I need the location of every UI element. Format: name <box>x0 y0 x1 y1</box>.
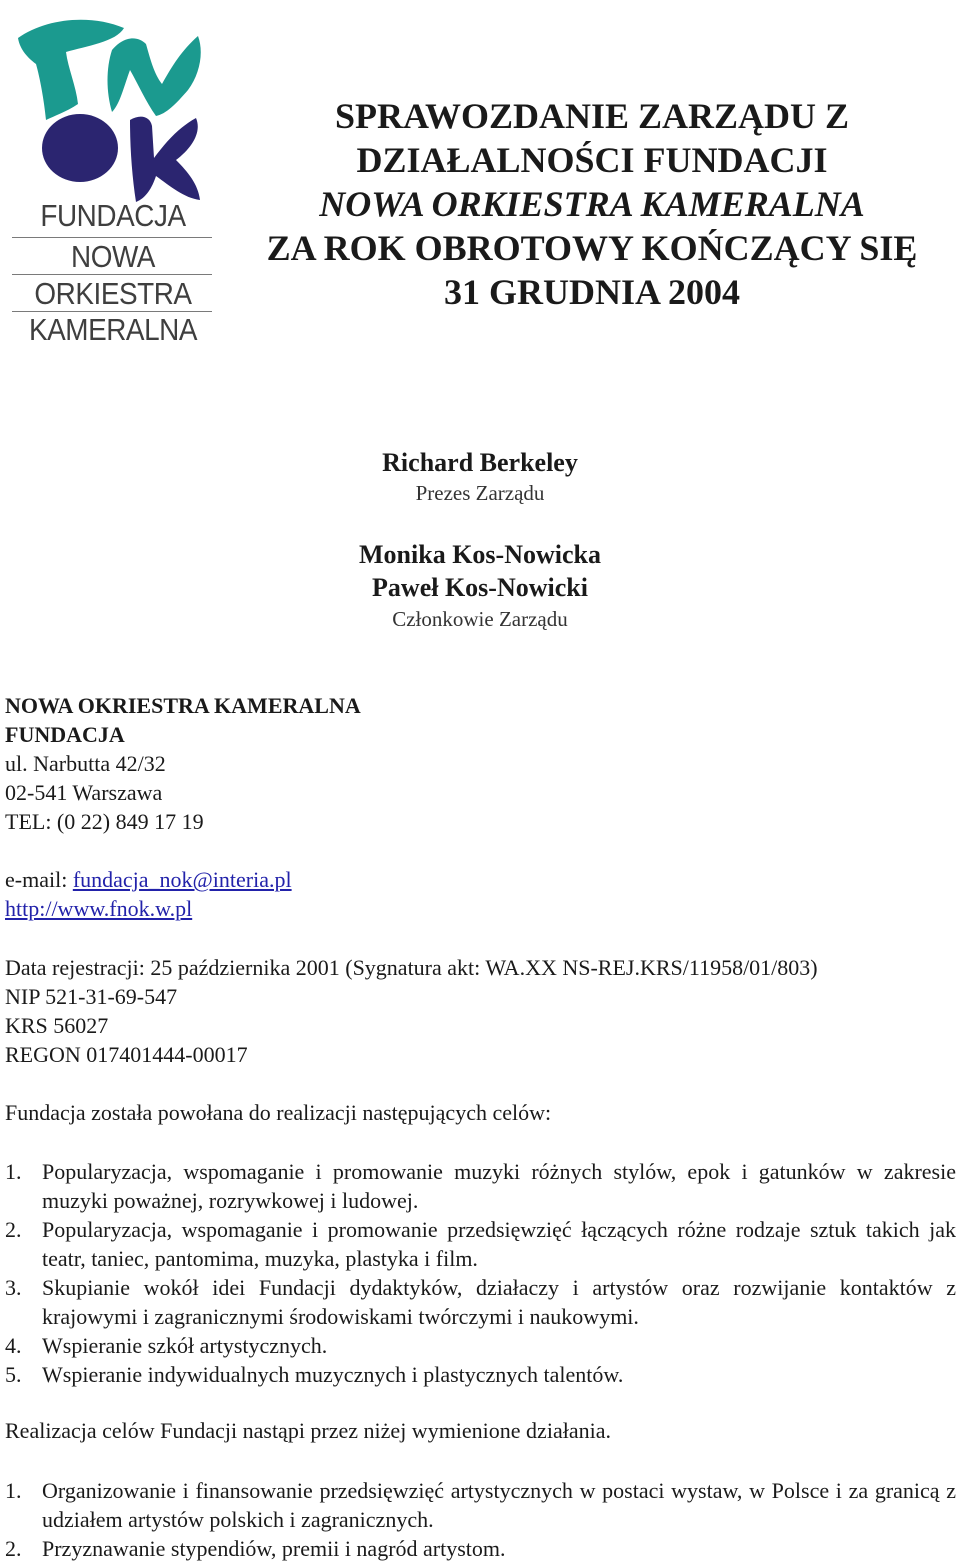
report-title <box>222 94 960 314</box>
members-role: Członkowie Zarządu <box>392 607 568 631</box>
goals-intro: Fundacja została powołana do realizacji następujących celów: <box>5 1100 552 1125</box>
title-line-1: SPRAWOZDANIE ZARZĄDU Z <box>334 96 850 136</box>
list-item <box>5 1476 956 1534</box>
list-item <box>5 1157 956 1215</box>
list-item-number: 2. <box>5 1536 22 1561</box>
list-item <box>5 1273 956 1331</box>
list-item <box>5 1534 956 1563</box>
list-item-text: Przyznawanie stypendiów, premii i nagród artystom. <box>42 1536 506 1561</box>
logo-text-line-4: KAMERALNA <box>28 312 198 347</box>
list-item-text: Popularyzacja, wspomaganie i promowanie przedsięwzięć łączących różne rodzaje sztuk takich jak teatr, taniec, pantomima, muzyka, plastyka i film. <box>42 1217 956 1271</box>
title-line-4: ZA ROK OBROTOWY KOŃCZĄCY SIĘ <box>266 228 918 268</box>
logo-text-line-2: NOWA <box>71 239 155 274</box>
board-member-1: Monika Kos-Nowicka <box>359 540 601 569</box>
org-name-line-1: NOWA OKRIESTRA KAMERALNA <box>5 693 361 718</box>
logo-purple-o-shape <box>42 114 118 182</box>
title-line-2: DZIAŁALNOŚCI FUNDACJI <box>356 140 828 180</box>
phone-number: TEL: (0 22) 849 17 19 <box>5 809 204 834</box>
foundation-logo <box>6 8 216 347</box>
title-line-3: NOWA ORKIESTRA KAMERALNA <box>319 184 865 224</box>
address-street: ul. Narbutta 42/32 <box>5 751 166 776</box>
nip-number: NIP 521-31-69-547 <box>5 984 178 1009</box>
list-item-text: Wspieranie szkół artystycznych. <box>42 1333 328 1358</box>
list-item <box>5 1215 956 1273</box>
logo-purple-k-shape <box>130 117 200 202</box>
president-role: Prezes Zarządu <box>415 481 545 505</box>
fnok-logo-icon <box>6 8 216 208</box>
list-item <box>5 1331 956 1360</box>
president-name: Richard Berkeley <box>382 448 578 477</box>
logo-teal-n-shape <box>108 36 201 116</box>
list-item-number: 2. <box>5 1217 22 1242</box>
website-link[interactable]: http://www.fnok.w.pl <box>5 896 193 921</box>
logo-divider <box>12 237 212 238</box>
list-item-number: 4. <box>5 1333 22 1358</box>
registration-date: Data rejestracji: 25 października 2001 (Sygnatura akt: WA.XX NS-REJ.KRS/11958/01/803) <box>5 955 818 980</box>
email-link[interactable]: fundacja_nok@interia.pl <box>72 867 292 892</box>
email-line <box>5 867 292 893</box>
logo-text-line-1: FUNDACJA <box>40 198 186 233</box>
regon-number: REGON 017401444-00017 <box>5 1042 248 1067</box>
logo-divider <box>12 274 212 275</box>
krs-number: KRS 56027 <box>5 1013 109 1038</box>
list-item-text: Popularyzacja, wspomaganie i promowanie muzyki różnych stylów, epok i gatunków w zakresie muzyki poważnej, rozrywkowej i ludowej. <box>42 1159 956 1213</box>
board-member-2: Paweł Kos-Nowicki <box>372 573 588 602</box>
list-item <box>5 1360 956 1389</box>
org-name-line-2: FUNDACJA <box>5 722 125 747</box>
list-item-text: Organizowanie i finansowanie przedsięwzięć artystycznych w postaci wystaw, w Polsce i za granicą z udziałem artystów polskich i zagranicznych. <box>42 1478 956 1532</box>
list-item-number: 1. <box>5 1478 22 1503</box>
actions-intro: Realizacja celów Fundacji nastąpi przez niżej wymienione działania. <box>5 1418 611 1443</box>
list-item-number: 1. <box>5 1159 22 1184</box>
list-item-number: 3. <box>5 1275 22 1300</box>
list-item-text: Skupianie wokół idei Fundacji dydaktyków, działaczy i artystów oraz rozwijanie kontaktów z krajowymi i zagranicznymi środowiskami twórczymi i naukowymi. <box>42 1275 956 1329</box>
logo-text-line-3: ORKIESTRA <box>34 276 192 311</box>
email-label: e-mail: <box>5 867 73 892</box>
address-city: 02-541 Warszawa <box>5 780 163 805</box>
list-item-number: 5. <box>5 1362 22 1387</box>
list-item-text: Wspieranie indywidualnych muzycznych i plastycznych talentów. <box>42 1362 624 1387</box>
title-line-5: 31 GRUDNIA 2004 <box>443 272 740 312</box>
